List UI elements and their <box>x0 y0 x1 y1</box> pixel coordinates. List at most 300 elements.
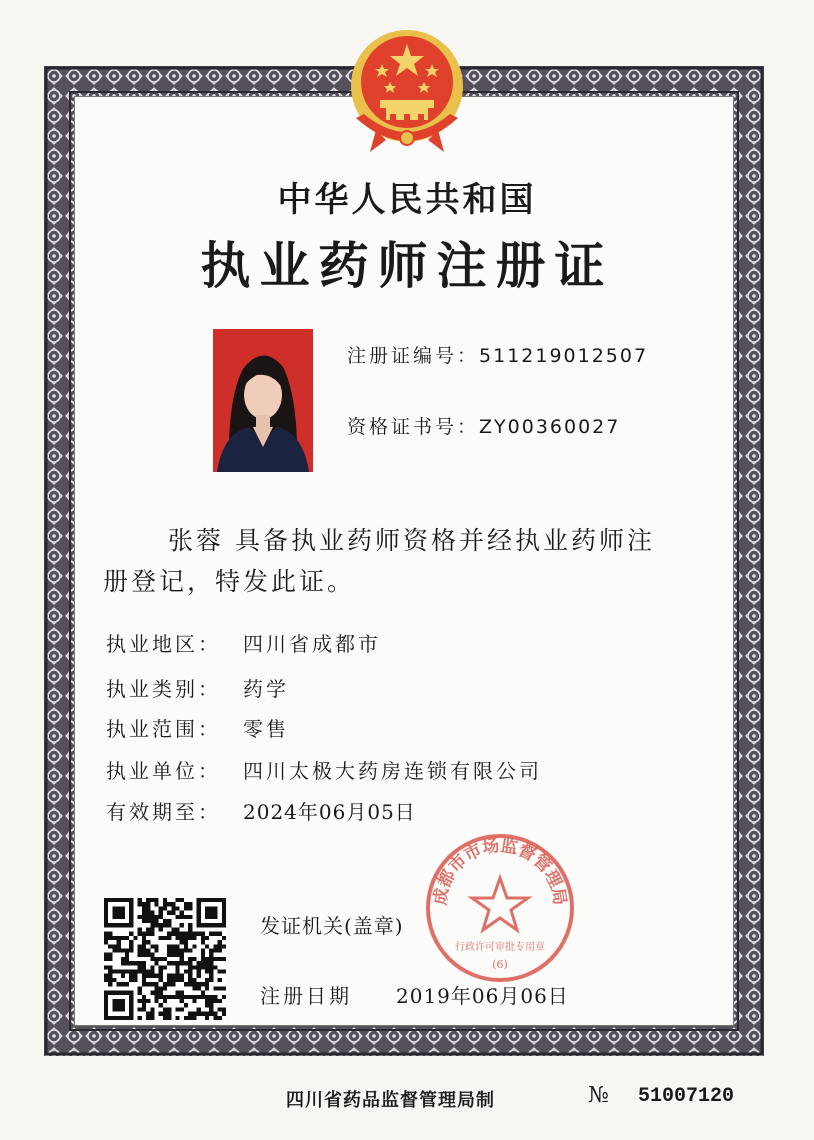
qr-module <box>197 961 201 965</box>
qr-module <box>176 944 180 948</box>
registration-date-label: 注册日期 <box>260 984 352 1008</box>
qr-module <box>171 982 175 986</box>
qr-module <box>171 961 175 965</box>
qr-module <box>180 961 184 965</box>
qr-module <box>104 932 108 936</box>
qr-module <box>167 944 171 948</box>
qr-module <box>142 961 146 965</box>
qr-module <box>146 919 150 923</box>
qr-module <box>117 944 121 948</box>
qr-module <box>142 970 146 974</box>
qr-module <box>222 1007 226 1011</box>
field-label-unit: 执业单位： <box>106 759 221 783</box>
qr-module <box>167 932 171 936</box>
qr-module <box>218 970 222 974</box>
qr-module <box>184 982 188 986</box>
qr-module <box>205 1012 209 1016</box>
qr-module <box>192 1012 196 1016</box>
qr-module <box>142 974 146 978</box>
qr-module <box>218 1016 222 1020</box>
qr-module <box>159 965 163 969</box>
qr-module <box>150 991 154 995</box>
qr-module <box>213 965 217 969</box>
qr-module <box>192 936 196 940</box>
qr-module <box>167 1016 171 1020</box>
national-emblem <box>346 22 468 156</box>
qr-module <box>180 915 184 919</box>
seal-number: (6) <box>492 958 508 971</box>
qr-module <box>150 953 154 957</box>
qr-module <box>108 970 112 974</box>
qr-module <box>171 995 175 999</box>
qr-module <box>150 932 154 936</box>
qr-module <box>180 991 184 995</box>
qr-module <box>150 911 154 915</box>
qr-module <box>180 957 184 961</box>
qr-module <box>209 1007 213 1011</box>
field-value-valid-until: 2024年06月05日 <box>243 800 416 824</box>
qr-module <box>117 940 121 944</box>
qr-module <box>129 932 133 936</box>
qr-module <box>159 970 163 974</box>
qr-module <box>184 936 188 940</box>
qr-module <box>171 974 175 978</box>
qr-module <box>180 999 184 1003</box>
qr-module <box>138 991 142 995</box>
qr-module <box>121 982 125 986</box>
qr-module <box>146 911 150 915</box>
qr-module <box>138 961 142 965</box>
qr-module <box>159 911 163 915</box>
qr-module <box>167 953 171 957</box>
qr-module <box>188 927 192 931</box>
qr-module <box>188 948 192 952</box>
qr-module <box>138 932 142 936</box>
qr-module <box>184 961 188 965</box>
qr-module <box>205 936 209 940</box>
qr-module <box>213 1016 217 1020</box>
qr-module <box>176 961 180 965</box>
qr-module <box>142 948 146 952</box>
qr-module <box>133 961 137 965</box>
qr-module <box>150 1012 154 1016</box>
qr-module <box>184 902 188 906</box>
qr-module <box>104 936 108 940</box>
qr-module <box>184 1003 188 1007</box>
qr-module <box>163 902 167 906</box>
qr-module <box>184 940 188 944</box>
qr-module <box>142 1007 146 1011</box>
qr-module <box>184 944 188 948</box>
qr-module <box>163 986 167 990</box>
qr-module <box>142 919 146 923</box>
qr-module <box>201 991 205 995</box>
qr-module <box>201 982 205 986</box>
qr-module <box>197 1012 201 1016</box>
qr-module <box>222 944 226 948</box>
qr-module <box>129 940 133 944</box>
qr-module <box>146 982 150 986</box>
qr-module <box>138 902 142 906</box>
qr-module <box>142 911 146 915</box>
qr-module <box>146 1012 150 1016</box>
qr-module <box>167 936 171 940</box>
qr-module <box>188 974 192 978</box>
qr-module <box>213 932 217 936</box>
qr-module <box>108 944 112 948</box>
qr-module <box>180 974 184 978</box>
qr-module <box>146 974 150 978</box>
qr-module <box>171 953 175 957</box>
qr-module <box>213 957 217 961</box>
qr-module <box>125 936 129 940</box>
qr-module <box>142 915 146 919</box>
qr-module <box>146 915 150 919</box>
qr-module <box>180 953 184 957</box>
qr-module <box>150 944 154 948</box>
qr-module <box>205 986 209 990</box>
qr-module <box>117 948 121 952</box>
registration-number-row <box>347 341 648 368</box>
qr-module <box>150 1016 154 1020</box>
qr-module <box>180 936 184 940</box>
qr-module <box>213 986 217 990</box>
field-label-category: 执业类别： <box>106 677 221 701</box>
qr-module <box>222 970 226 974</box>
qr-module <box>142 944 146 948</box>
qr-module <box>201 961 205 965</box>
qr-module <box>176 906 180 910</box>
qr-module <box>201 936 205 940</box>
qr-module <box>218 944 222 948</box>
qr-module <box>159 927 163 931</box>
qr-module <box>146 902 150 906</box>
qr-module <box>176 927 180 931</box>
qr-module <box>213 944 217 948</box>
qr-module <box>222 986 226 990</box>
serial-prefix: № <box>588 1083 609 1108</box>
qr-module <box>121 974 125 978</box>
qr-module <box>222 957 226 961</box>
qr-module <box>192 978 196 982</box>
qr-module <box>176 1016 180 1020</box>
qr-module <box>125 948 129 952</box>
qr-module <box>104 974 108 978</box>
qr-module <box>163 965 167 969</box>
qr-module <box>146 927 150 931</box>
qr-module <box>209 1003 213 1007</box>
qr-module <box>201 965 205 969</box>
qr-module <box>125 957 129 961</box>
qr-module <box>117 970 121 974</box>
qr-module <box>192 999 196 1003</box>
qr-module <box>192 932 196 936</box>
qr-module <box>146 932 150 936</box>
qr-module <box>163 957 167 961</box>
qr-code[interactable] <box>104 898 226 1020</box>
qr-module <box>159 986 163 990</box>
qr-module <box>142 940 146 944</box>
qr-module <box>176 965 180 969</box>
qr-module <box>176 1007 180 1011</box>
qr-module <box>154 999 158 1003</box>
qr-module <box>154 991 158 995</box>
qr-module <box>209 961 213 965</box>
qr-module <box>201 932 205 936</box>
qr-module <box>154 944 158 948</box>
qr-module <box>205 957 209 961</box>
qr-module <box>154 974 158 978</box>
qr-module <box>180 923 184 927</box>
serial-number: 51007120 <box>638 1085 735 1108</box>
qr-module <box>150 1007 154 1011</box>
qr-module <box>180 978 184 982</box>
qr-module <box>201 953 205 957</box>
qr-module <box>112 978 116 982</box>
qr-module <box>192 986 196 990</box>
qr-module <box>142 999 146 1003</box>
qr-module <box>154 898 158 902</box>
qr-module <box>142 932 146 936</box>
qr-module <box>222 1012 226 1016</box>
qr-module <box>159 995 163 999</box>
qr-module <box>108 932 112 936</box>
qr-module <box>121 961 125 965</box>
qr-module <box>150 970 154 974</box>
qr-module <box>197 995 201 999</box>
qr-module <box>188 1016 192 1020</box>
qr-module <box>159 1012 163 1016</box>
qr-module <box>205 995 209 999</box>
qr-module <box>125 953 129 957</box>
qr-module <box>213 999 217 1003</box>
qr-module <box>150 919 154 923</box>
qr-module <box>188 936 192 940</box>
qr-module <box>192 965 196 969</box>
qr-module <box>209 957 213 961</box>
qr-module <box>133 974 137 978</box>
qr-module <box>163 995 167 999</box>
qr-module <box>125 982 129 986</box>
qr-module <box>154 982 158 986</box>
qr-module <box>176 995 180 999</box>
qr-module <box>188 961 192 965</box>
qr-module <box>112 970 116 974</box>
qr-module <box>104 957 108 961</box>
certificate-title: 执业药师注册证 <box>200 236 614 295</box>
qr-module <box>218 948 222 952</box>
field-value-unit: 四川太极大药房连锁有限公司 <box>243 759 542 783</box>
qr-module <box>142 936 146 940</box>
qr-module <box>138 898 142 902</box>
qr-module <box>184 1016 188 1020</box>
qr-module <box>205 1003 209 1007</box>
field-value-region: 四川省成都市 <box>243 632 381 656</box>
qr-module <box>201 1012 205 1016</box>
qr-module <box>180 995 184 999</box>
qr-module <box>142 902 146 906</box>
qr-module <box>163 999 167 1003</box>
registration-number-label: 注册证编号： <box>347 345 480 367</box>
field-label-valid-until: 有效期至： <box>106 800 221 824</box>
qr-module <box>142 978 146 982</box>
qr-module <box>176 978 180 982</box>
qr-module <box>150 927 154 931</box>
qr-module <box>167 923 171 927</box>
qr-module <box>104 953 108 957</box>
qr-module <box>129 948 133 952</box>
qr-module <box>163 982 167 986</box>
country-title: 中华人民共和国 <box>277 180 537 220</box>
qr-module <box>159 936 163 940</box>
qr-module <box>117 936 121 940</box>
qr-module <box>197 986 201 990</box>
qr-module <box>171 978 175 982</box>
qr-module <box>167 995 171 999</box>
qr-module <box>213 1012 217 1016</box>
qr-module <box>104 940 108 944</box>
qr-module <box>146 970 150 974</box>
svg-text:成都市市场监督管理局 <box>430 835 570 907</box>
qr-module <box>142 906 146 910</box>
qr-module <box>142 953 146 957</box>
qr-module <box>176 932 180 936</box>
qr-module <box>180 911 184 915</box>
issuer-label: 发证机关(盖章) <box>260 914 404 938</box>
qr-module <box>133 970 137 974</box>
qr-module <box>176 948 180 952</box>
qr-module <box>112 944 116 948</box>
qr-module <box>146 953 150 957</box>
qr-module <box>108 957 112 961</box>
qr-module <box>197 974 201 978</box>
field-value-scope: 零售 <box>243 717 289 741</box>
qr-module <box>192 957 196 961</box>
qr-module <box>171 932 175 936</box>
qr-module <box>112 936 116 940</box>
qr-module <box>205 982 209 986</box>
qr-module <box>108 978 112 982</box>
qr-module <box>188 923 192 927</box>
qr-module <box>138 970 142 974</box>
qr-module <box>197 932 201 936</box>
qr-module <box>150 982 154 986</box>
qr-module <box>146 999 150 1003</box>
qr-module <box>188 995 192 999</box>
qr-module <box>154 948 158 952</box>
field-label-scope: 执业范围： <box>106 717 221 741</box>
qr-module <box>209 965 213 969</box>
seal-text: 成都市市场监督管理局 <box>430 835 570 907</box>
qr-module <box>218 1007 222 1011</box>
qr-module <box>167 1007 171 1011</box>
qr-module <box>176 974 180 978</box>
qr-module <box>159 991 163 995</box>
qr-module <box>163 906 167 910</box>
qr-module <box>154 961 158 965</box>
qr-module <box>180 940 184 944</box>
qr-module <box>154 919 158 923</box>
qr-module <box>192 982 196 986</box>
qr-module <box>213 995 217 999</box>
qr-module <box>209 932 213 936</box>
qr-module <box>159 915 163 919</box>
qr-module <box>201 957 205 961</box>
qr-module <box>138 944 142 948</box>
qr-module <box>184 915 188 919</box>
qr-module <box>142 995 146 999</box>
qr-module <box>184 995 188 999</box>
qr-module <box>205 999 209 1003</box>
qr-module <box>167 982 171 986</box>
qr-module <box>108 965 112 969</box>
qr-module <box>150 957 154 961</box>
qualification-number-row <box>347 412 620 439</box>
qr-module <box>167 902 171 906</box>
qr-module <box>205 1016 209 1020</box>
registration-date-value: 2019年06月06日 <box>396 984 569 1008</box>
qr-module <box>197 970 201 974</box>
qr-module <box>125 961 129 965</box>
qr-module <box>188 1012 192 1016</box>
qr-module <box>159 1003 163 1007</box>
qr-module <box>167 1012 171 1016</box>
qr-module <box>201 948 205 952</box>
qr-module <box>213 948 217 952</box>
qr-module <box>180 948 184 952</box>
qr-module <box>138 915 142 919</box>
qr-module <box>138 948 142 952</box>
qr-module <box>138 953 142 957</box>
qr-module <box>167 948 171 952</box>
field-label-region: 执业地区： <box>106 632 221 656</box>
qr-module <box>121 948 125 952</box>
qr-module <box>142 965 146 969</box>
qr-module <box>167 911 171 915</box>
qr-module <box>159 957 163 961</box>
qr-module <box>176 970 180 974</box>
qr-module <box>184 906 188 910</box>
qr-module <box>209 999 213 1003</box>
qr-module <box>197 965 201 969</box>
qr-module <box>163 1007 167 1011</box>
qr-module <box>180 898 184 902</box>
qr-module <box>129 961 133 965</box>
qr-module <box>108 982 112 986</box>
qr-module <box>146 906 150 910</box>
qr-module <box>176 936 180 940</box>
qr-module <box>176 991 180 995</box>
qr-module <box>171 944 175 948</box>
statement-line-2: 册登记，特发此证。 <box>103 567 356 596</box>
qr-module <box>138 1016 142 1020</box>
qr-module <box>150 923 154 927</box>
qr-module <box>209 1012 213 1016</box>
qr-module <box>154 915 158 919</box>
qr-module <box>218 932 222 936</box>
holder-photo <box>213 329 313 472</box>
qr-module <box>108 936 112 940</box>
qr-module <box>121 936 125 940</box>
qr-module <box>150 898 154 902</box>
footer-issuer: 四川省药品监督管理局制 <box>286 1090 495 1111</box>
official-seal <box>420 828 580 988</box>
qr-module <box>192 944 196 948</box>
qr-module <box>154 902 158 906</box>
qr-module <box>184 948 188 952</box>
qr-module <box>176 898 180 902</box>
qr-module <box>146 940 150 944</box>
